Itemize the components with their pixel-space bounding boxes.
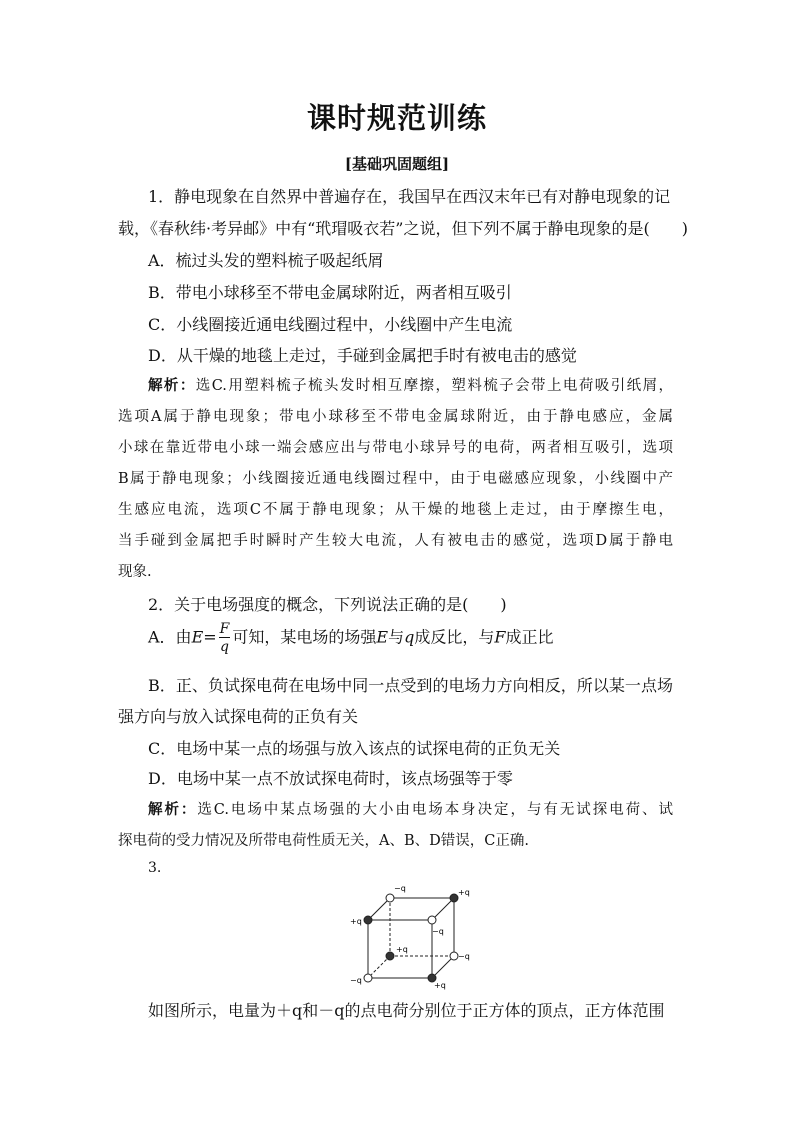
- q1-option-c: C．小线圈接近通电线圈过程中，小线圈中产生电流: [148, 315, 513, 334]
- q2-a-fraction: [219, 622, 231, 654]
- charge-top-back-left: [386, 894, 394, 902]
- charge-bottom-front-left: [364, 974, 372, 982]
- q3-number: 3.: [148, 860, 162, 876]
- cube-edge: [432, 898, 454, 920]
- q2-a-var-e2: E: [376, 627, 389, 647]
- charge-top-front-left: [364, 916, 372, 924]
- q1-solution-line-1: [148, 374, 673, 395]
- q2-a-denominator: q: [220, 639, 229, 655]
- charge-bottom-back-left: [386, 952, 394, 960]
- q1-solution-line-2: 选项A属于静电现象；带电小球移至不带电金属球附近，由于静电感应，金属: [118, 409, 673, 425]
- q2-option-b-line-1: B．正、负试探电荷在电场中同一点受到的电场力方向相反，所以某一点场: [148, 676, 673, 695]
- cube-edge: [432, 956, 454, 978]
- q2-a-var-e: E: [191, 627, 204, 647]
- q1-stem-line-2: 载，《春秋纬·考异邮》中有“玳瑁吸衣若”之说，但下列不属于静电现象的是( ): [118, 219, 688, 238]
- q1-stem-line-1: 1．静电现象在自然界中普遍存在，我国早在西汉末年已有对静电现象的记: [148, 187, 671, 206]
- q3-stem-line-1: 如图所示，电量为＋q和－q的点电荷分别位于正方体的顶点，正方体范围: [148, 1001, 665, 1020]
- label-bottom-front-right: +q: [434, 981, 446, 990]
- q2-solution-line-1: [148, 798, 673, 819]
- q1-solution-line-6: 当手碰到金属把手时瞬时产生较大电流，人有被电击的感觉，选项D属于静电: [118, 533, 673, 549]
- q2-option-d: D．电场中某一点不放试探电荷时，该点场强等于零: [148, 769, 513, 788]
- q2-solution-line-2: 探电荷的受力情况及所带电荷性质无关，A、B、D错误，C正确.: [118, 833, 529, 849]
- q2-a-text-4: 成正比: [505, 627, 554, 647]
- charge-bottom-back-right: [450, 952, 458, 960]
- q1-solution-line-5: 生感应电流，选项C不属于静电现象；从干燥的地毯上走过，由于摩擦生电，: [118, 502, 673, 518]
- q2-a-numerator: F: [219, 621, 230, 637]
- label-bottom-back-left: +q: [396, 945, 408, 954]
- charge-top-back-right: [450, 894, 458, 902]
- label-top-back-left: −q: [394, 884, 406, 893]
- q1-option-b: B．带电小球移至不带电金属球附近，两者相互吸引: [148, 283, 512, 302]
- q2-a-var-q: q: [404, 627, 415, 647]
- label-top-front-left: +q: [350, 917, 362, 926]
- q2-stem: 2．关于电场强度的概念，下列说法正确的是( ): [148, 595, 507, 614]
- q1-solution-label: 解析：: [148, 377, 196, 394]
- q2-solution-label: 解析：: [148, 801, 198, 818]
- label-top-front-right: −q: [432, 927, 444, 936]
- label-top-back-right: +q: [458, 888, 470, 897]
- q2-a-text-2: 与: [388, 627, 405, 647]
- q1-solution-line-7: 现象.: [118, 564, 152, 580]
- charge-top-front-right: [428, 916, 436, 924]
- cube-edge-hidden-depth: [368, 956, 390, 978]
- q2-option-b-line-2: 强方向与放入试探电荷的正负有关: [118, 707, 359, 726]
- cube-charge-diagram: [348, 878, 478, 990]
- q1-solution-text-1: 选C.用塑料梳子梳头发时相互摩擦，塑料梳子会带上电荷吸引纸屑，: [195, 378, 673, 394]
- q1-option-a: A．梳过头发的塑料梳子吸起纸屑: [148, 251, 384, 270]
- cube-edge: [368, 898, 390, 920]
- q2-a-prefix: A．由: [148, 627, 192, 647]
- q2-a-var-f: F: [494, 627, 506, 647]
- q2-option-a: [148, 622, 553, 654]
- q2-solution-text-1: 选C.电场中某点场强的大小由电场本身决定，与有无试探电荷、试: [197, 802, 674, 818]
- q1-solution-line-4: B属于静电现象；小线圈接近通电线圈过程中，由于电磁感应现象，小线圈中产: [118, 471, 673, 487]
- page-title: 课时规范训练: [306, 101, 487, 135]
- label-bottom-back-right: −q: [458, 952, 470, 961]
- label-bottom-front-left: −q: [350, 976, 362, 985]
- q2-a-text-3: 成反比，与: [414, 627, 495, 647]
- q2-option-c: C．电场中某一点的场强与放入该点的试探电荷的正负无关: [148, 739, 561, 758]
- q2-a-equals: =: [203, 627, 217, 647]
- q1-option-d: D．从干燥的地毯上走过，手碰到金属把手时有被电击的感觉: [148, 346, 577, 365]
- section-heading: [基础巩固题组]: [344, 155, 450, 173]
- q2-a-text-1: 可知，某电场的场强: [232, 627, 377, 647]
- q1-solution-line-3: 小球在靠近带电小球一端会感应出与带电小球异号的电荷，两者相互吸引，选项: [118, 440, 673, 456]
